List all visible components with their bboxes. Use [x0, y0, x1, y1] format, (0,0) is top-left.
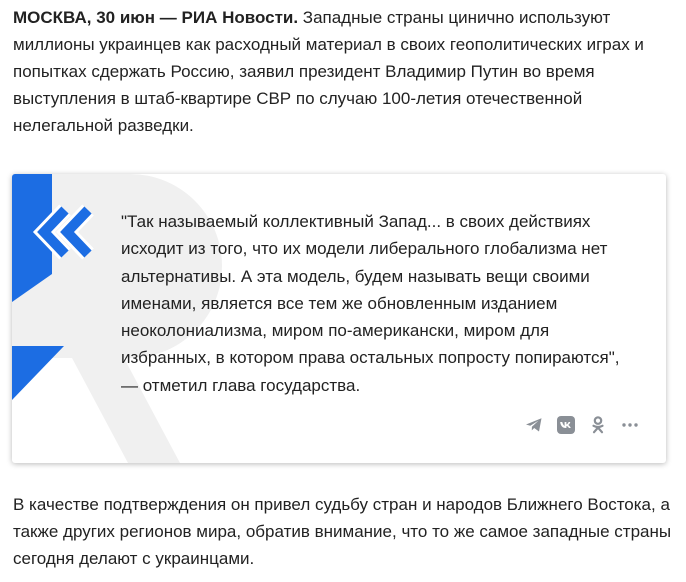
odnoklassniki-icon — [591, 416, 605, 434]
quote-card — [12, 174, 666, 463]
more-share-button[interactable] — [620, 415, 640, 435]
telegram-share-button[interactable] — [524, 415, 544, 435]
share-bar — [524, 415, 640, 435]
vk-icon — [557, 416, 575, 434]
lead-paragraph — [13, 4, 673, 139]
more-icon — [621, 422, 639, 428]
telegram-icon — [525, 417, 543, 433]
vk-share-button[interactable] — [556, 415, 576, 435]
dateline: МОСКВА, 30 июн — РИА Новости. — [13, 8, 299, 27]
quote-text: "Так называемый коллективный Запад... в своих действиях исходит из того, что их модели либерального глобализма нет альтернативы. А эта модель, будем называть вещи своими именами, является все тем же обновленным изданием неоколониализма, миром по-американски, миром для избранных, в котором права остальных попросту попираются", — отметил глава государства. — [121, 212, 620, 395]
quote-marks-icon — [32, 202, 100, 262]
lead-text: Западные страны цинично используют миллионы украинцев как расходный материал в своих геополитических играх и попытках сдержать Россию, заявил президент Владимир Путин во время выступления в штаб-квартире СВР по случаю 100-летия отечественной нелегальной разведки. — [13, 8, 644, 135]
odnoklassniki-share-button[interactable] — [588, 415, 608, 435]
body-paragraph: В качестве подтверждения он привел судьбу стран и народов Ближнего Востока, а также других регионов мира, обратив внимание, что то же самое западные страны сегодня делают с украинцами. — [13, 495, 672, 568]
